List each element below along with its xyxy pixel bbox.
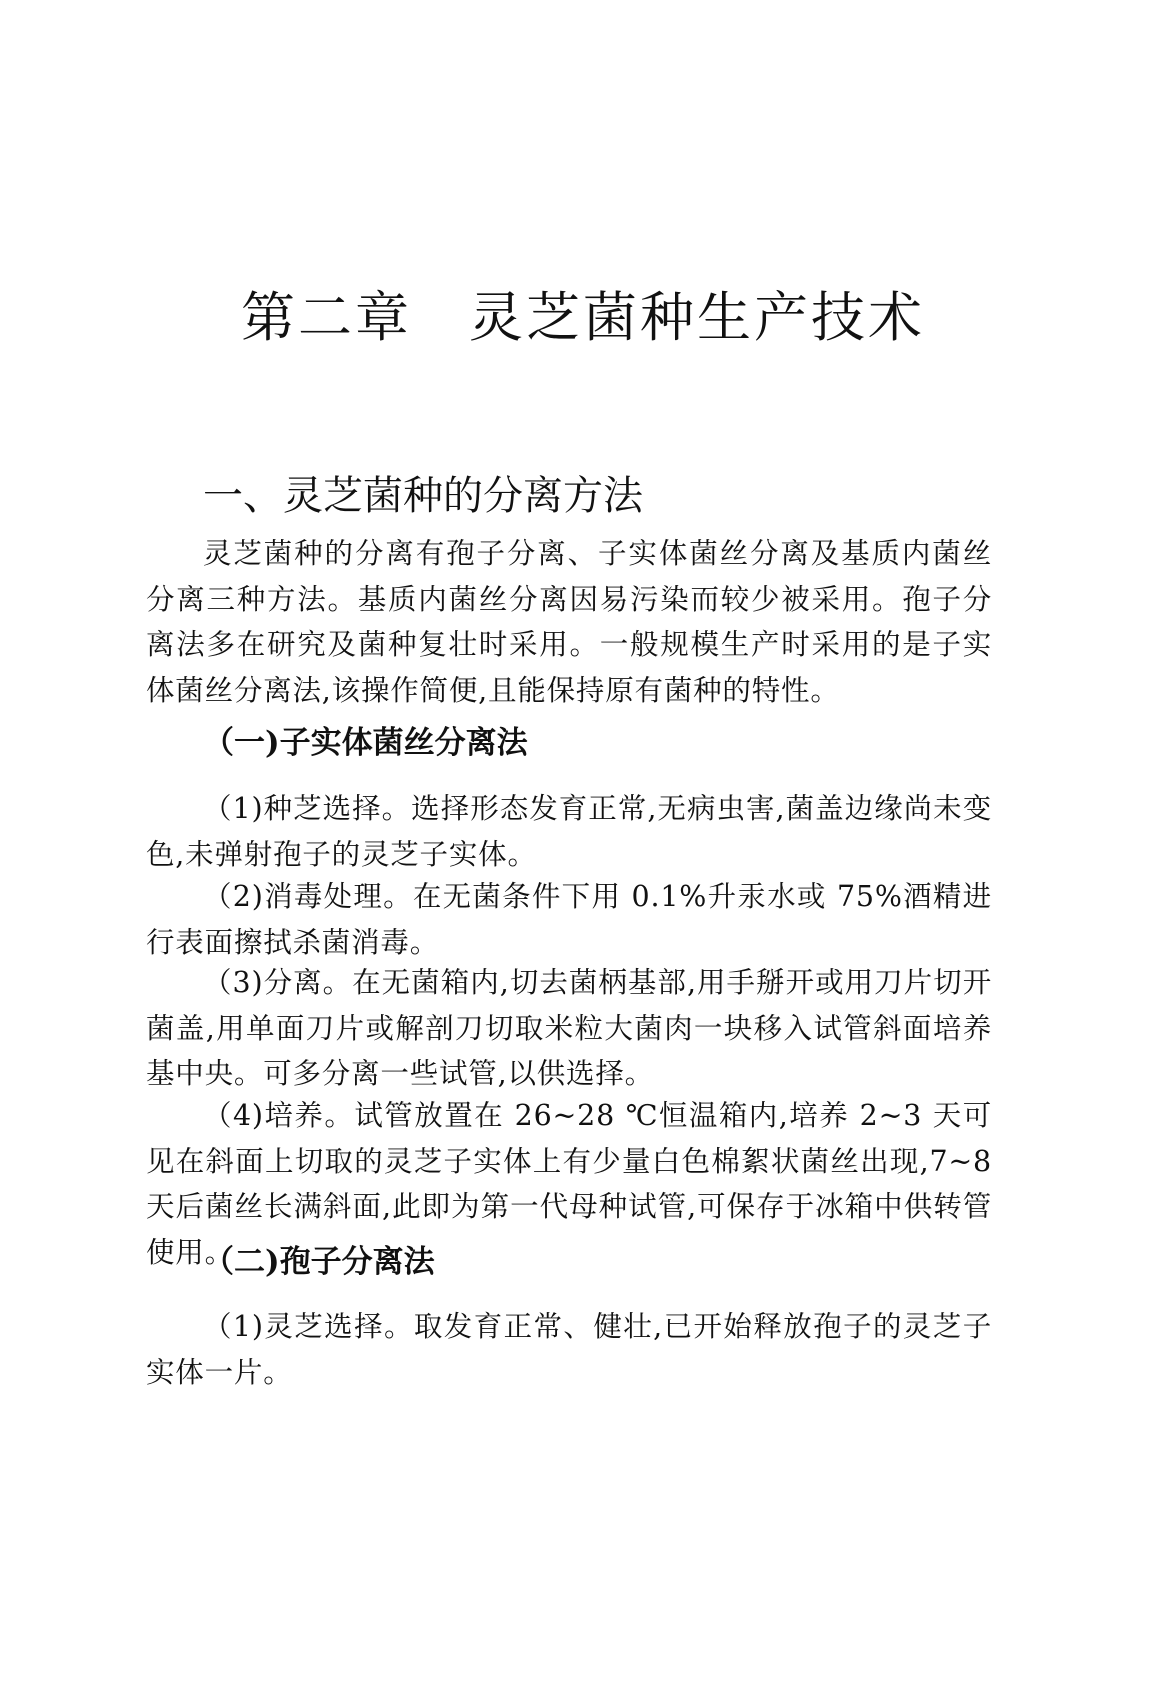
step-paragraph: （3)分离。在无菌箱内,切去菌柄基部,用手掰开或用刀片切开菌盖,用单面刀片或解剖刀切取米粒大菌肉一块移入试管斜面培养基中央。可多分离一些试管,以供选择。 [146,966,992,1090]
step-paragraph: （1)种芝选择。选择形态发育正常,无病虫害,菌盖边缘尚未变色,未弹射孢子的灵芝子实体。 [146,792,992,871]
subsection-title-1: （一)子实体菌丝分离法 [203,725,528,761]
section-title: 一、灵芝菌种的分离方法 [203,473,643,519]
step-paragraph: （4)培养。试管放置在 26~28 ℃恒温箱内,培养 2~3 天可见在斜面上切取的灵芝子实体上有少量白色棉絮状菌丝出现,7~8 天后菌丝长满斜面,此即为第一代母种试管,可保存于冰箱中供转管使用。 [146,1099,992,1269]
step-paragraph: （2)消毒处理。在无菌条件下用 0.1%升汞水或 75%酒精进行表面擦拭杀菌消毒。 [146,880,992,959]
intro-paragraph: 灵芝菌种的分离有孢子分离、子实体菌丝分离及基质内菌丝分离三种方法。基质内菌丝分离因易污染而较少被采用。孢子分离法多在研究及菌种复壮时采用。一般规模生产时采用的是子实体菌丝分离法,该操作简便,且能保持原有菌种的特性。 [146,537,992,707]
subsection-title-2: （二)孢子分离法 [203,1244,435,1280]
chapter-title: 第二章 灵芝菌种生产技术 [241,286,925,349]
step-paragraph: （1)灵芝选择。取发育正常、健壮,已开始释放孢子的灵芝子实体一片。 [146,1310,992,1389]
